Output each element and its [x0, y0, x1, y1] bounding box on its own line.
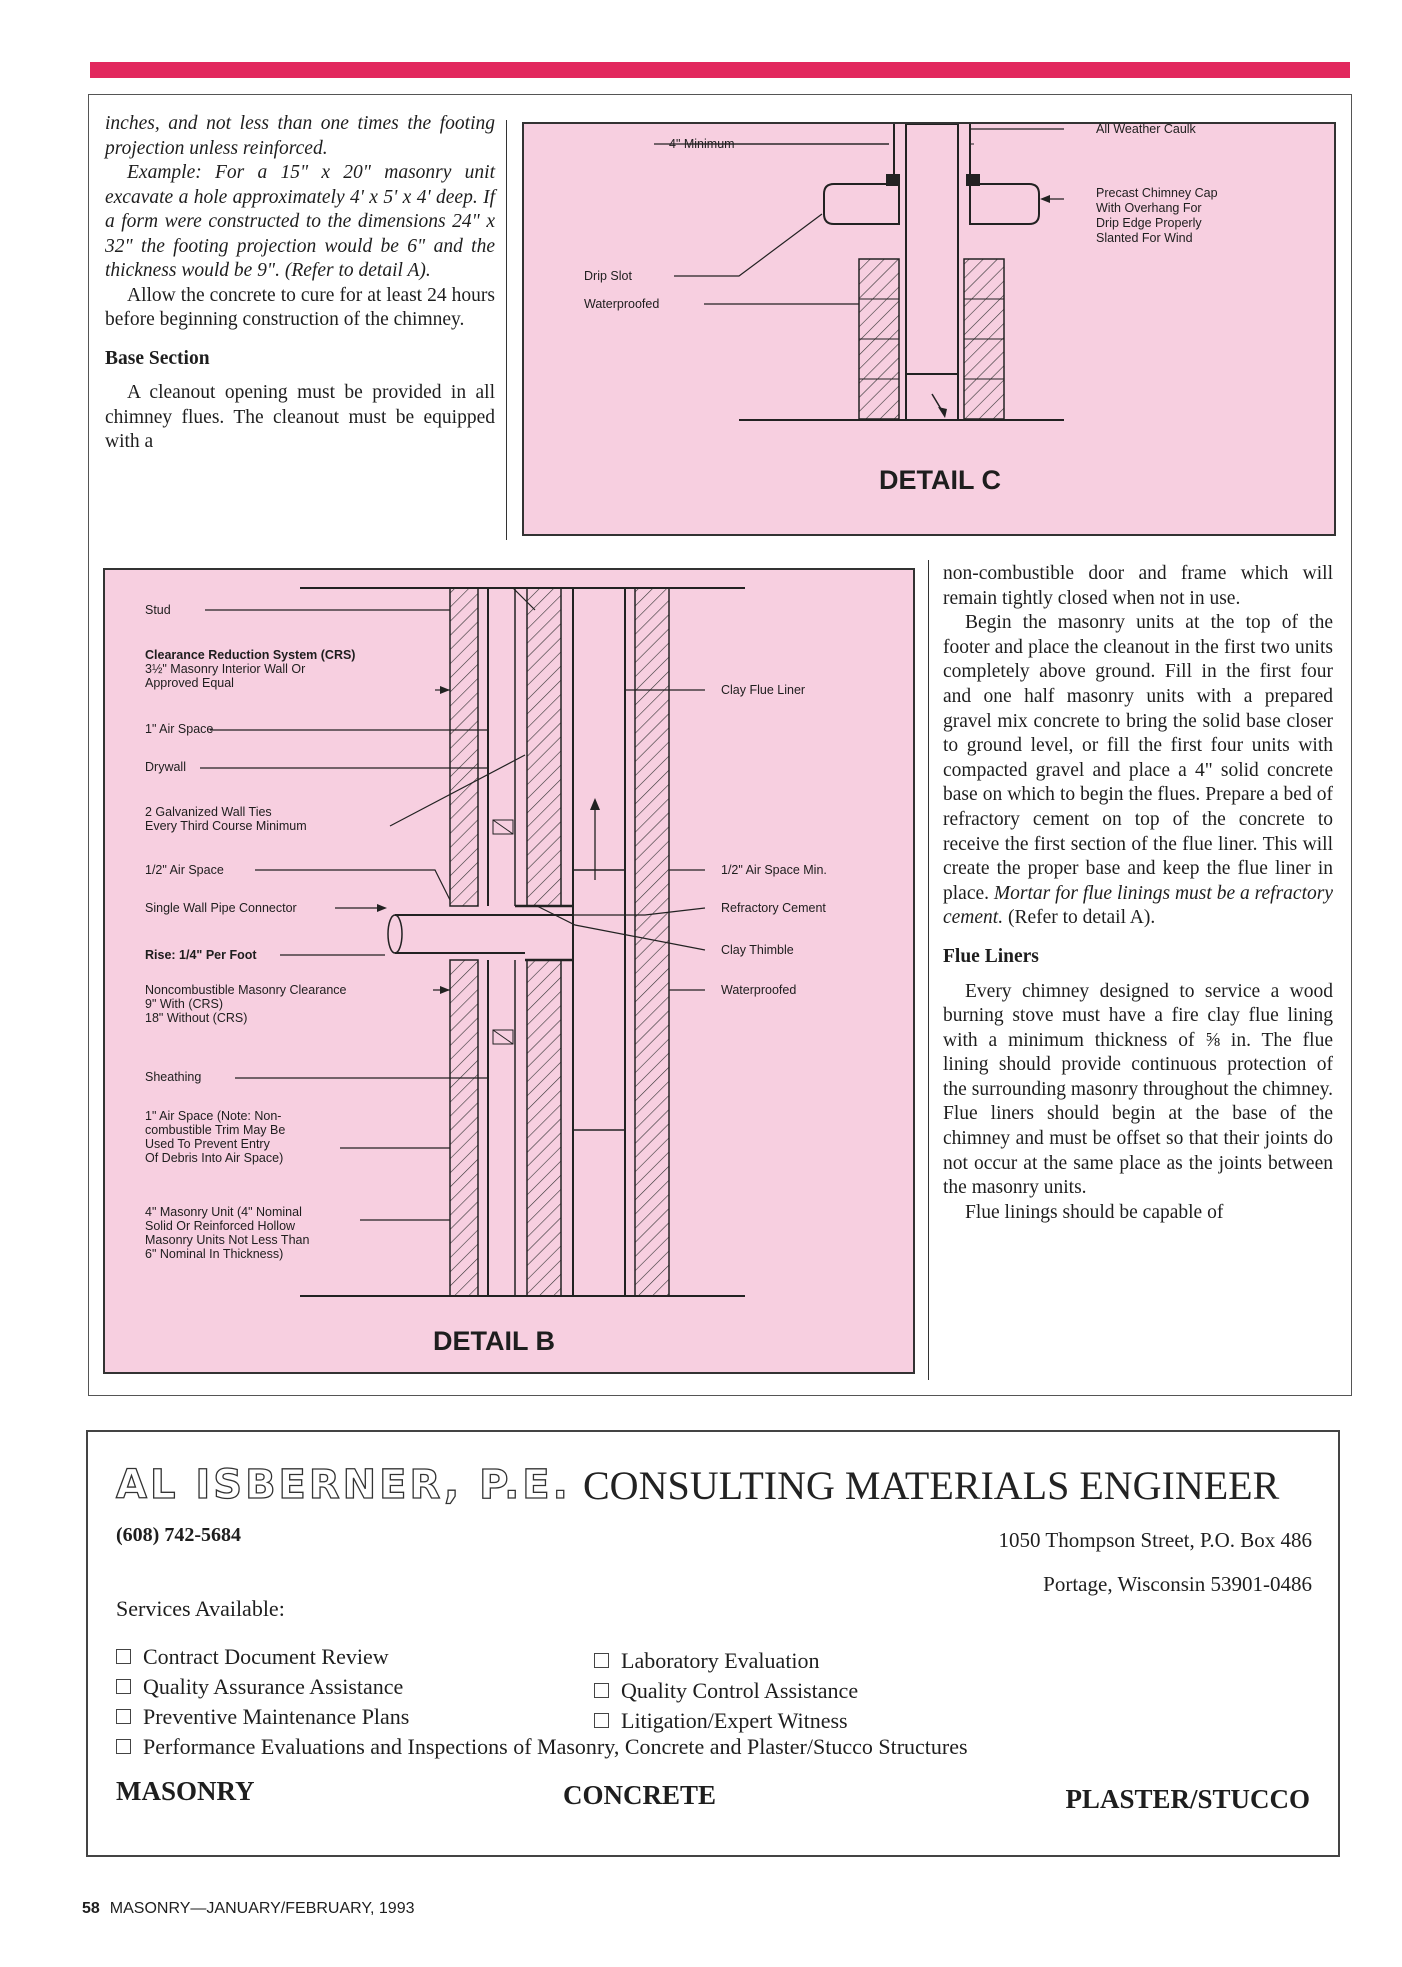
label-cap: Drip Edge Properly: [1096, 216, 1202, 230]
label-cap: Precast Chimney Cap: [1096, 186, 1218, 200]
article-column-right: [943, 562, 1333, 1225]
ad-company-name: AL ISBERNER, P.E.: [116, 1462, 571, 1508]
paragraph: inches, and not less than one times the footing projection unless reinforced.: [105, 113, 495, 159]
paragraph: non-combustible door and frame which will remain tightly closed when not in use.: [943, 563, 1333, 609]
checkbox-icon: [116, 1739, 131, 1754]
ad-services-label: Services Available:: [116, 1596, 285, 1621]
label-clearance: 18" Without (CRS): [145, 1011, 248, 1025]
label-masonry-unit: Masonry Units Not Less Than: [145, 1233, 310, 1247]
service-item: [116, 1644, 389, 1670]
paragraph-italic: Mortar for flue linings must be a refractory cement.: [943, 882, 1334, 929]
label-drip-slot: Drip Slot: [584, 269, 632, 283]
label-sheathing: Sheathing: [145, 1070, 202, 1084]
label-clearance: Noncombustible Masonry Clearance: [145, 983, 347, 997]
service-label: Quality Control Assistance: [621, 1678, 859, 1703]
detail-c-title: DETAIL C: [879, 465, 1002, 495]
paragraph: [943, 611, 1333, 931]
label-cap: With Overhang For: [1096, 201, 1202, 215]
label-rise: Rise: 1/4" Per Foot: [145, 948, 257, 962]
checkbox-icon: [594, 1683, 609, 1698]
detail-b-figure: [103, 568, 915, 1374]
label-air-note: Used To Prevent Entry: [145, 1137, 270, 1151]
column-rule: [928, 560, 929, 1380]
ad-category: CONCRETE: [563, 1780, 717, 1810]
label-clay-thimble: Clay Thimble: [721, 943, 794, 957]
label-stud: Stud: [145, 603, 171, 617]
paragraph-text: (Refer to detail A).: [1007, 907, 1156, 929]
detail-b-drawing: [105, 570, 913, 1372]
label-air-space-min: 1/2" Air Space Min.: [721, 863, 827, 877]
ad-address: Portage, Wisconsin 53901-0486: [1043, 1572, 1312, 1596]
label-clearance: 9" With (CRS): [145, 997, 224, 1011]
label-masonry-unit: 6" Nominal In Thickness): [145, 1247, 284, 1261]
service-item: [594, 1708, 848, 1734]
ad-address: 1050 Thompson Street, P.O. Box 486: [998, 1528, 1312, 1552]
label-refractory-cement: Refractory Cement: [721, 901, 826, 915]
checkbox-icon: [594, 1713, 609, 1728]
label-crs: Clearance Reduction System (CRS): [145, 648, 356, 662]
label-wall-ties: Every Third Course Minimum: [145, 819, 307, 833]
service-item: [116, 1704, 409, 1730]
label-flue-liner: Clay Flue Liner: [721, 683, 806, 697]
service-item: [116, 1674, 403, 1700]
service-label: Performance Evaluations and Inspections of Masonry, Concrete and Plaster/Stucco Structures: [143, 1734, 968, 1759]
advertisement: [86, 1430, 1340, 1857]
paragraph: Example: For a 15" x 20" masonry unit excavate a hole approximately 4' x 5' x 4' deep. If a form were constructed to the dimensions 24" x 32" the footing projection would be 6" and the thickness would be 9". (Refer to detail A).: [105, 162, 495, 281]
label-waterproofed: Waterproofed: [721, 983, 797, 997]
paragraph: Flue linings should be capable of: [965, 1201, 1224, 1223]
checkbox-icon: [116, 1709, 131, 1724]
detail-c-drawing: [524, 124, 1334, 534]
label-drywall: Drywall: [145, 760, 186, 774]
checkbox-icon: [594, 1653, 609, 1668]
service-item: [594, 1648, 820, 1674]
page-number: 58: [82, 1900, 100, 1917]
column-rule: [506, 120, 507, 540]
service-item: [594, 1678, 858, 1704]
label-caulk: All Weather Caulk: [1096, 124, 1196, 136]
service-label: Contract Document Review: [143, 1644, 389, 1669]
paragraph-text: Begin the masonry units at the top of the footer and place the cleanout in the first two units completely above ground. Fill in the first four and one half masonry units with a prepared gravel mix concrete to bring the solid base closer to ground level, or fill the first four units with compacted gravel and place a 4" solid concrete base on which to begin the flues. Prepare a bed of refractory cement on top of the concrete to receive the first section of the flue liner. This will create the proper base and keep the flue liner in place.: [943, 612, 1333, 904]
label-masonry-unit: Solid Or Reinforced Hollow: [145, 1219, 296, 1233]
label-cap: Slanted For Wind: [1096, 231, 1193, 245]
label-masonry-unit: 4" Masonry Unit (4" Nominal: [145, 1205, 302, 1219]
label-air-note: Of Debris Into Air Space): [145, 1151, 284, 1165]
paragraph: A cleanout opening must be provided in all chimney flues. The cleanout must be equipped with a: [105, 382, 495, 452]
publication-line: MASONRY—JANUARY/FEBRUARY, 1993: [109, 1900, 415, 1917]
label-pipe-connector: Single Wall Pipe Connector: [145, 901, 297, 915]
ad-phone: (608) 742-5684: [116, 1524, 241, 1546]
ad-category: PLASTER/STUCCO: [1065, 1784, 1310, 1814]
checkbox-icon: [116, 1679, 131, 1694]
service-label: Quality Assurance Assistance: [143, 1674, 404, 1699]
label-crs: Approved Equal: [145, 676, 234, 690]
label-air-note: combustible Trim May Be: [145, 1123, 286, 1137]
detail-c-figure: [522, 122, 1336, 536]
article-column-left: [105, 112, 495, 455]
ad-role: CONSULTING MATERIALS ENGINEER: [583, 1463, 1280, 1508]
paragraph: Every chimney designed to service a wood burning stove must have a fire clay flue lining with a minimum thickness of ⅝ in. The flue lining should provide continuous protection of the surrounding masonry throughout the chimney. Flue liners should begin at the base of the chimney and must be offset so that their joints do not occur at the same place as the joints between the masonry units.: [943, 980, 1333, 1199]
service-label: Laboratory Evaluation: [621, 1648, 820, 1673]
page-footer: [82, 1900, 415, 1918]
label-air-space: 1" Air Space: [145, 722, 214, 736]
label-waterproofed: Waterproofed: [584, 297, 660, 311]
checkbox-icon: [116, 1649, 131, 1664]
label-wall-ties: 2 Galvanized Wall Ties: [145, 805, 272, 819]
section-heading: Base Section: [105, 347, 210, 369]
label-half-air-space: 1/2" Air Space: [145, 863, 224, 877]
service-label: Preventive Maintenance Plans: [143, 1704, 410, 1729]
paragraph: Allow the concrete to cure for at least 24 hours before beginning construction of the chimney.: [105, 284, 495, 330]
label-crs: 3½" Masonry Interior Wall Or: [145, 662, 306, 676]
ad-category: MASONRY: [116, 1776, 255, 1806]
service-label: Litigation/Expert Witness: [621, 1708, 848, 1733]
service-item: [116, 1734, 968, 1760]
top-accent-bar: [90, 62, 1350, 78]
detail-b-title: DETAIL B: [433, 1326, 556, 1356]
section-heading: Flue Liners: [943, 945, 1039, 967]
label-air-note: 1" Air Space (Note: Non-: [145, 1109, 282, 1123]
label-minimum: 4" Minimum: [669, 137, 735, 151]
